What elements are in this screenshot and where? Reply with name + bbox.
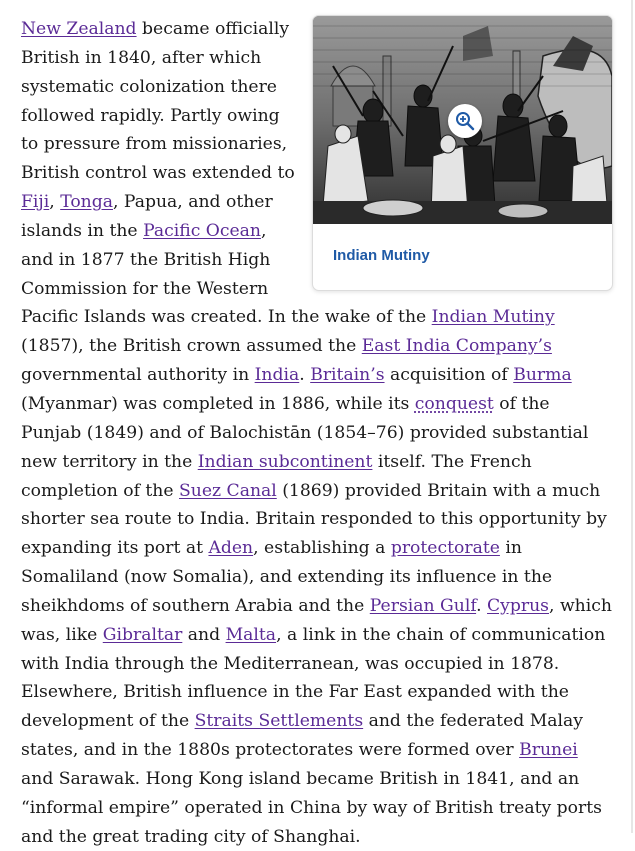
link-indian-subcontinent[interactable]: Indian subcontinent xyxy=(197,451,373,472)
link-straits-settlements[interactable]: Straits Settlements xyxy=(194,711,364,732)
link-persian-gulf[interactable]: Persian Gulf xyxy=(369,595,477,616)
text-run: (1857), the British crown assumed the xyxy=(21,336,362,357)
text-run: , Papua, and other islands in the xyxy=(21,192,273,241)
link-east-india-company[interactable]: East India Company’s xyxy=(361,336,552,357)
link-indian-mutiny[interactable]: Indian Mutiny xyxy=(431,307,555,328)
text-run: governmental authority in xyxy=(21,365,255,386)
figure-caption[interactable]: Indian Mutiny xyxy=(333,247,430,264)
figure-card[interactable] xyxy=(312,15,613,291)
link-new-zealand[interactable]: New Zealand xyxy=(21,19,137,39)
text-run: acquisition of xyxy=(384,365,514,386)
link-conquest-definition[interactable]: conquest xyxy=(414,393,494,414)
text-run: (Myanmar) was completed in 1886, while its xyxy=(21,393,415,414)
link-protectorate[interactable]: protectorate xyxy=(390,538,500,559)
indian-mutiny-image[interactable] xyxy=(313,16,612,224)
text-run: in Somaliland (now Somalia), and extending its influence in the sheikhdoms of southern Arabia and the xyxy=(21,538,553,616)
text-run: and Sarawak. Hong Kong island became British in 1841, and an “informal empire” operated in China by way of British treaty ports and the great trading city of Shanghai. xyxy=(21,768,602,847)
link-gibraltar[interactable]: Gibraltar xyxy=(102,624,183,645)
link-cyprus[interactable]: Cyprus xyxy=(487,595,550,616)
link-malta[interactable]: Malta xyxy=(225,624,277,645)
zoom-in-icon xyxy=(455,111,475,131)
text-run: . xyxy=(299,365,311,386)
link-britains[interactable]: Britain’s xyxy=(310,365,385,386)
link-india[interactable]: India xyxy=(254,365,300,386)
link-burma[interactable]: Burma xyxy=(513,365,572,386)
link-aden[interactable]: Aden xyxy=(208,538,254,559)
link-tonga[interactable]: Tonga xyxy=(60,192,113,213)
text-run: , establishing a xyxy=(253,538,391,559)
link-pacific-ocean[interactable]: Pacific Ocean xyxy=(143,220,261,241)
text-run: , and in 1877 the British High Commission for the Western Pacific Islands was created. In the wake of the xyxy=(21,220,432,328)
article-body xyxy=(21,15,613,851)
text-run: and the federated Malay states, and in the 1880s protectorates were formed over xyxy=(21,711,584,761)
text-run: . xyxy=(476,595,488,616)
link-suez-canal[interactable]: Suez Canal xyxy=(179,480,277,501)
text-run: , xyxy=(49,192,61,213)
text-run: itself. The French completion of the xyxy=(21,451,532,501)
text-run: , a link in the chain of communication with India through the Mediterranean, was occupied in 1878. Elsewhere, British influence in the Far East expanded with the development of the xyxy=(21,624,606,732)
text-run: (1869) provided Britain with a much shorter sea route to India. Britain responded to this opportunity by expanding its port at xyxy=(21,480,607,559)
text-run: and xyxy=(182,624,226,645)
text-run: , which was, like xyxy=(21,595,612,645)
link-brunei[interactable]: Brunei xyxy=(519,740,578,761)
link-fiji[interactable]: Fiji xyxy=(21,192,50,213)
zoom-in-button[interactable] xyxy=(448,104,482,138)
text-run: became officially British in 1840, after which systematic colonization there followed rapidly. Partly owing to pressure from missionaries, British control was extended to xyxy=(21,19,295,184)
text-run: of the Punjab (1849) and of Balochistān (1854–76) provided substantial new territory in the xyxy=(21,393,589,472)
